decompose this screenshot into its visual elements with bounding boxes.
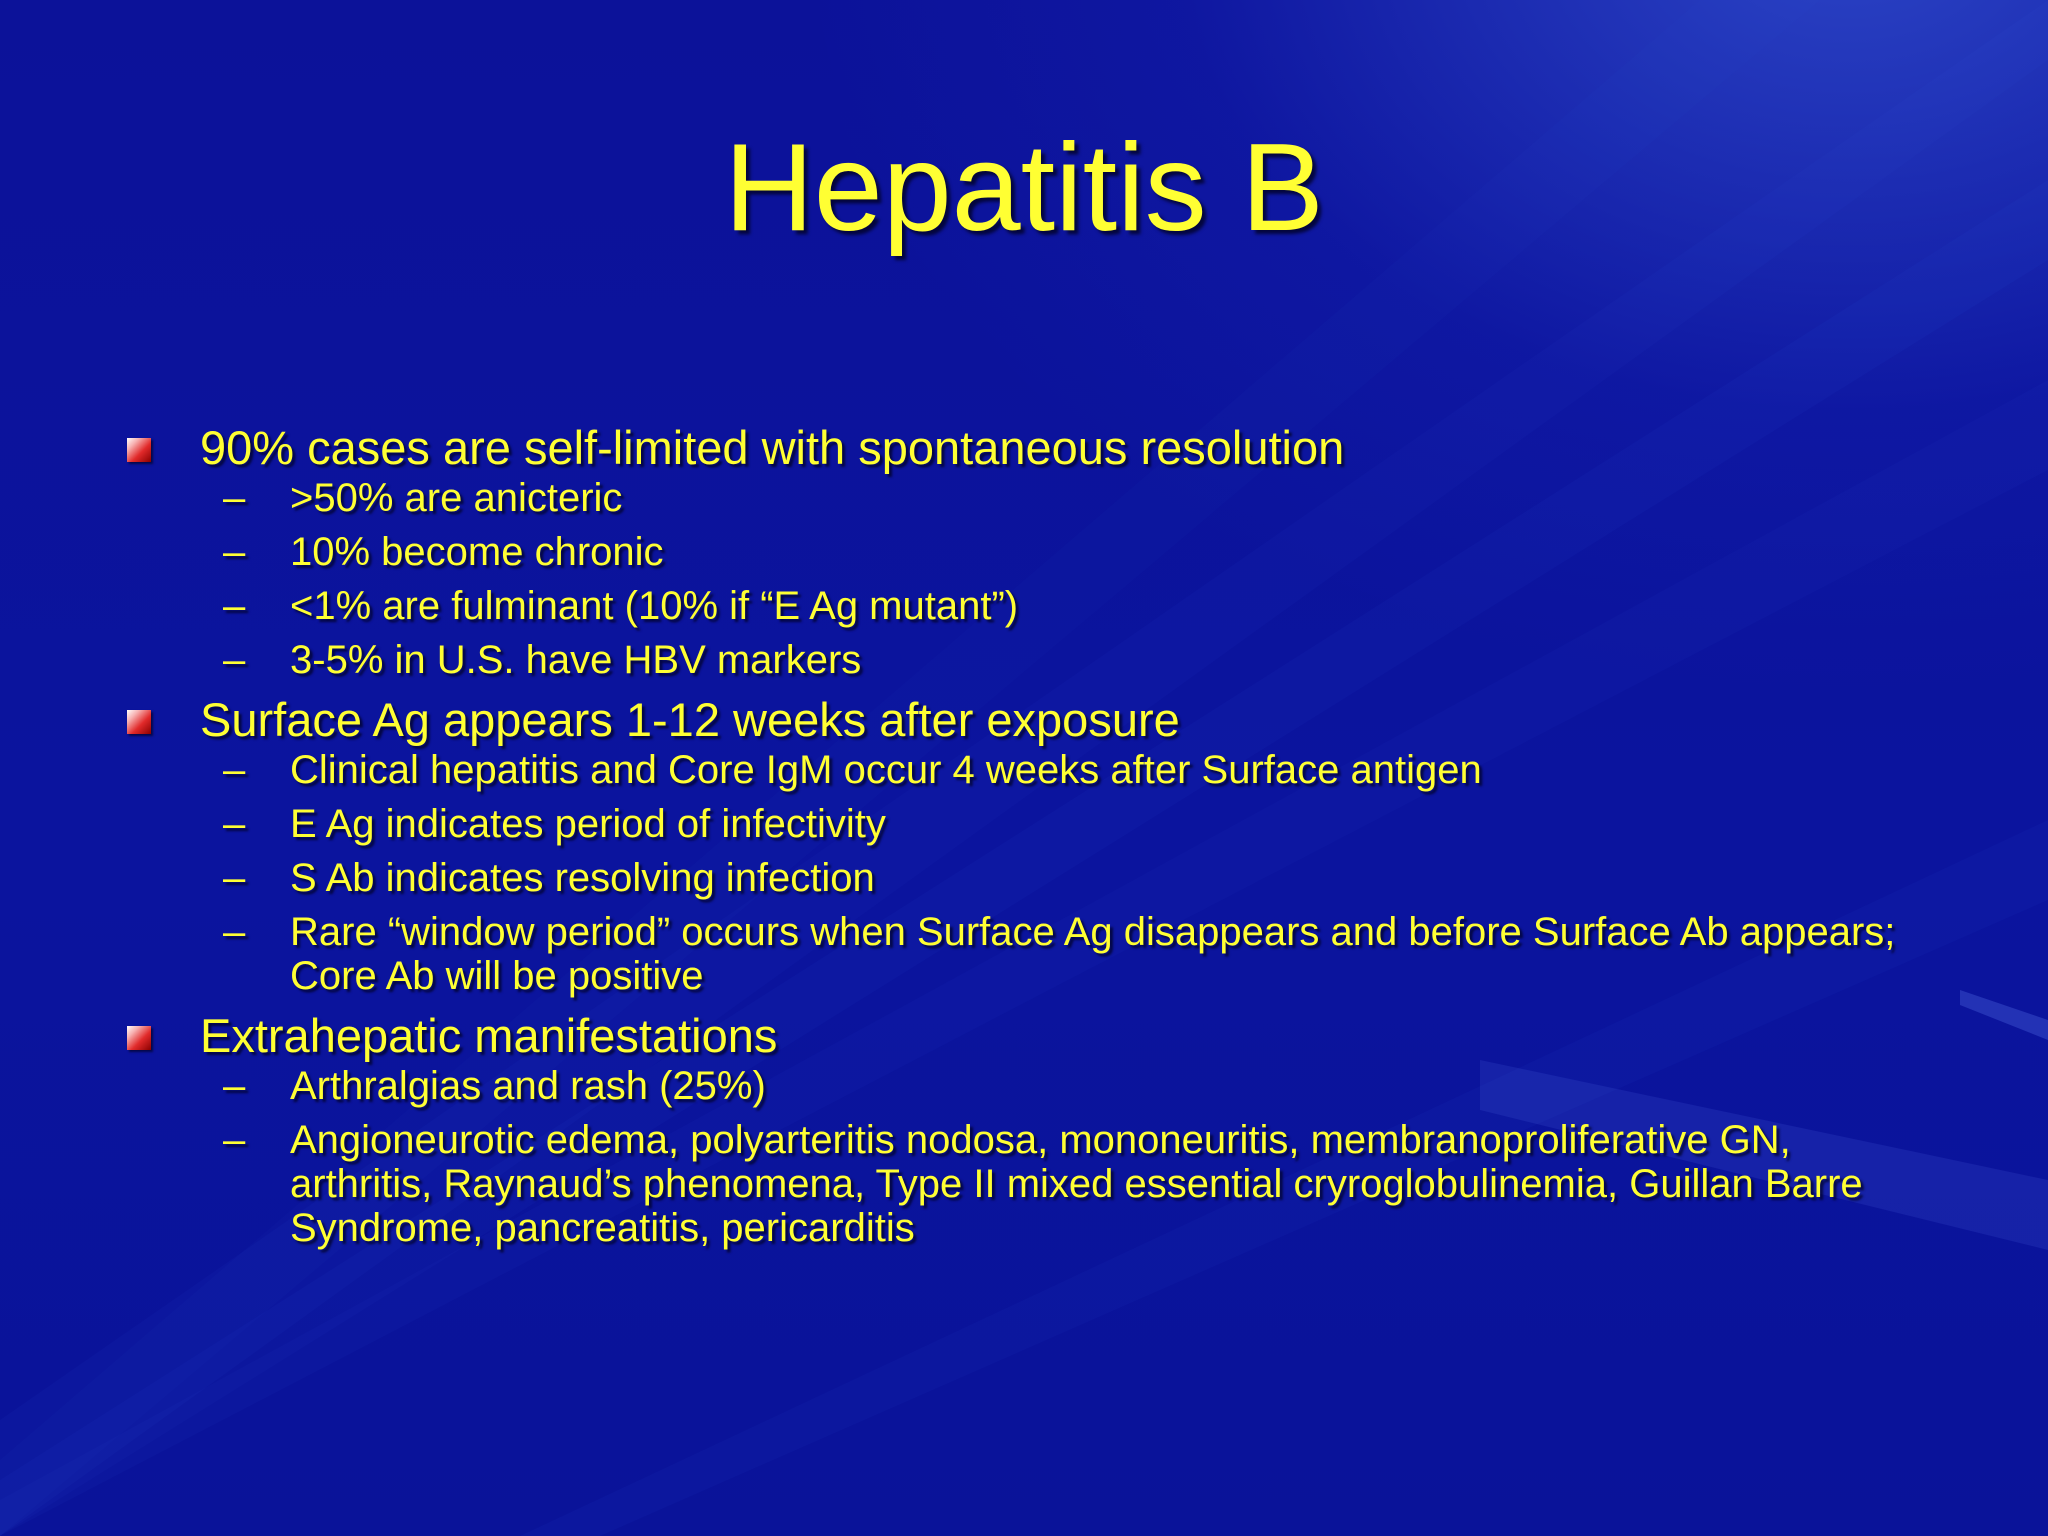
sub-bullet-item (0, 1118, 2048, 1250)
red-square-bullet-icon (127, 1026, 151, 1050)
sub-bullet-text: Rare “window period” occurs when Surface Ag disappears and before Surface Ab appears; Core Ab will be positive (290, 910, 1896, 998)
sub-bullet-item (0, 910, 2048, 998)
bullet-text: Surface Ag appears 1-12 weeks after exposure (200, 693, 1180, 746)
bullet-item (0, 692, 2048, 748)
sub-bullet-text: 10% become chronic (290, 530, 664, 574)
sub-bullet-item (0, 476, 2048, 520)
dash-icon: – (223, 856, 246, 900)
red-square-bullet-icon (127, 438, 151, 462)
bullet-item (0, 1008, 2048, 1064)
dash-icon: – (223, 638, 246, 682)
sub-bullet-text: 3-5% in U.S. have HBV markers (290, 638, 862, 682)
slide-title: Hepatitis B (724, 119, 1324, 257)
sub-bullet-item (0, 530, 2048, 574)
red-square-bullet-icon (127, 710, 151, 734)
dash-icon: – (223, 910, 246, 954)
sub-bullet-text: Angioneurotic edema, polyarteritis nodosa, mononeuritis, membranoproliferative GN, arthritis, Raynaud’s phenomena, Type II mixed essential cryroglobulinemia, Guillan Barre Syndrome, pancreatitis, pericarditis (290, 1118, 1863, 1250)
bullet-item (0, 420, 2048, 476)
sub-bullet-text: Arthralgias and rash (25%) (290, 1064, 766, 1108)
dash-icon: – (223, 476, 246, 520)
dash-icon: – (223, 802, 246, 846)
sub-bullet-text: <1% are fulminant (10% if “E Ag mutant”) (290, 584, 1019, 628)
dash-icon: – (223, 584, 246, 628)
bullet-text: Extrahepatic manifestations (200, 1009, 778, 1062)
dash-icon: – (223, 748, 246, 792)
sub-bullet-text: S Ab indicates resolving infection (290, 856, 875, 900)
sub-bullet-text: >50% are anicteric (290, 476, 623, 520)
sub-bullet-item (0, 638, 2048, 682)
sub-bullet-item (0, 856, 2048, 900)
dash-icon: – (223, 1064, 246, 1108)
dash-icon: – (223, 530, 246, 574)
sub-bullet-item (0, 802, 2048, 846)
dash-icon: – (223, 1118, 246, 1162)
sub-bullet-text: Clinical hepatitis and Core IgM occur 4 weeks after Surface antigen (290, 748, 1482, 792)
sub-bullet-item (0, 584, 2048, 628)
bullet-text: 90% cases are self-limited with spontaneous resolution (200, 421, 1345, 474)
sub-bullet-item (0, 1064, 2048, 1108)
sub-bullet-item (0, 748, 2048, 792)
bullet-list (0, 420, 2048, 1250)
sub-bullet-text: E Ag indicates period of infectivity (290, 802, 886, 846)
